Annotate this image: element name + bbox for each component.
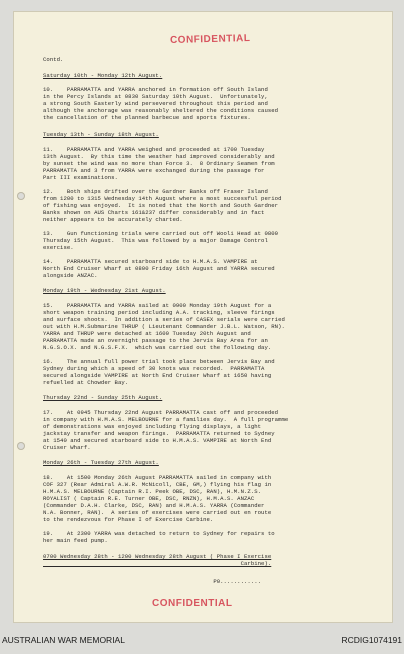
text-line: out with H.M.Submarine THRUP ( Lieutenant Commander J.B.L. Watson, RN). xyxy=(43,323,285,330)
text-line: 15. PARRAMATTA and YARRA sailed at 0900 Monday 19th August for a xyxy=(43,302,272,309)
text-line: although the anchorage was reasonably sheltered the conditions caused xyxy=(43,107,279,114)
text-line: Sydney during which a speed of 30 knots was recorded. PARRAMATTA xyxy=(43,365,265,372)
section-heading: 0700 Wednesday 28th - 1200 Wednesday 28th August ( Phase I Exercise xyxy=(43,553,272,560)
text-line: 13th August. By this time the weather had improved considerably and xyxy=(43,153,275,160)
text-line: YARRA and THRUP were detached at 1600 Tuesday 20th August and xyxy=(43,330,251,337)
section-heading: Monday 19th - Wednesday 21st August. xyxy=(43,287,166,294)
text-line: alongside ANZAC. xyxy=(43,272,98,279)
text-line: 11. PARRAMATTA and YARRA weighed and proceeded at 1700 Tuesday xyxy=(43,146,265,153)
section-heading: Carbine). xyxy=(43,560,272,567)
text-line: Contd. xyxy=(43,56,64,63)
text-line: 12. Both ships drifted over the Gardner Banks off Fraser Island xyxy=(43,188,268,195)
text-line: the cancellation of the planned barbecue and sports fixtures. xyxy=(43,114,251,121)
text-line: N.G.S.O.X. and N.G.S.F.X. which was carried out the following day. xyxy=(43,344,272,351)
text-line: Thursday 15th August. This was followed by a major Damage Control xyxy=(43,237,268,244)
text-line: in the Percy Islands at 0830 Saturday 10th August. Unfortunately, xyxy=(43,93,268,100)
text-line: 13. Gun functioning trials were carried out off Wooli Head at 0800 xyxy=(43,230,279,237)
text-line: North End Cruiser Wharf at 0800 Friday 16th August and YARRA secured xyxy=(43,265,275,272)
text-line: exercise. xyxy=(43,244,74,251)
text-line: refuelled at Chowder Bay. xyxy=(43,379,129,386)
section-heading: Tuesday 13th - Sunday 18th August. xyxy=(43,131,159,138)
archive-name: AUSTRALIAN WAR MEMORIAL xyxy=(2,635,125,645)
section-heading: Thursday 22nd - Sunday 25th August. xyxy=(43,394,163,401)
text-line: Part III examinations. xyxy=(43,174,118,181)
section-heading: Saturday 10th - Monday 12th August. xyxy=(43,72,163,79)
text-line: H.M.A.S. MELBOURNE (Captain R.I. Peek OBE, DSC, RAN), H.M.N.Z.S. xyxy=(43,488,262,495)
text-line: Cruiser Wharf. xyxy=(43,444,91,451)
text-line: short weapon training period including A.A. tracking, sleeve firings xyxy=(43,309,275,316)
text-line: of demonstrations was enjoyed including flying displays, a light xyxy=(43,423,262,430)
text-line: 10. PARRAMATTA and YARRA anchored in formation off South Island xyxy=(43,86,268,93)
text-line: neither appears to be accurately charted. xyxy=(43,216,183,223)
text-line: secured alongside VAMPIRE at North End Cruiser Wharf at 1650 having xyxy=(43,372,272,379)
text-line: PARRAMATTA and 3 from YARRA were exchanged during the passage for xyxy=(43,167,265,174)
text-line: N.A. Bonner, RAN). A series of exercises were carried out en route xyxy=(43,509,272,516)
text-line: ROYALIST ( Captain R.E. Turner OBE, DSC, RNZN), H.M.A.S. ANZAC xyxy=(43,495,255,502)
text-line: Banks shown on AUS Charts 161&237 differ considerably and in fact xyxy=(43,209,265,216)
confidential-stamp-bottom: CONFIDENTIAL xyxy=(152,598,233,609)
text-line: 17. At 0945 Thursday 22nd August PARRAMATTA cast off and proceeded xyxy=(43,409,279,416)
text-line: 18. At 1500 Monday 26th August PARRAMATTA sailed in company with xyxy=(43,474,272,481)
text-line: 19. At 2300 YARRA was detached to return to Sydney for repairs to xyxy=(43,530,275,537)
text-line: of fishing was enjoyed. It is noted that the North and South Gardner xyxy=(43,202,279,209)
text-line: PARRAMATTA made an overnight passage to the Jervis Bay Area for an xyxy=(43,337,268,344)
text-line: from 1200 to 1315 Wednesday 14th August where a most successful period xyxy=(43,195,282,202)
record-id: RCDIG1074191 xyxy=(341,635,402,645)
text-line: (Commander D.A.H. Clarke, DSC, RAN) and H.M.A.S. YARRA (Commander xyxy=(43,502,265,509)
text-line: by sunset the wind was no more than Force 3. 8 Ordinary Seamen from xyxy=(43,160,275,167)
punch-hole xyxy=(17,442,25,450)
text-line: in company with H.M.A.S. MELBOURNE for a families day. A full programme xyxy=(43,416,289,423)
text-line: to the rendezvous for Phase I of Exercise Carbine. xyxy=(43,516,214,523)
section-heading: Monday 26th - Tuesday 27th August. xyxy=(43,459,159,466)
text-line: her main feed pump. xyxy=(43,537,108,544)
text-line: a strong South Easterly wind persevered throughout this period and xyxy=(43,100,268,107)
text-line: P0............ xyxy=(43,578,262,585)
text-line: COF 327 (Rear Admiral A.W.R. McNicoll, CBE, GM,) flying his flag in xyxy=(43,481,272,488)
punch-hole xyxy=(17,192,25,200)
text-line: at 1540 and secured starboard side to H.M.A.S. VAMPIRE at North End xyxy=(43,437,272,444)
confidential-stamp-top: CONFIDENTIAL xyxy=(169,32,251,47)
text-line: and surface shoots. In addition a series of CASEX serials were carried xyxy=(43,316,285,323)
text-line: jackstay transfer and weapon firings. PARRAMATTA returned to Sydney xyxy=(43,430,275,437)
text-line: 14. PARRAMATTA secured starboard side to H.M.A.S. VAMPIRE at xyxy=(43,258,258,265)
text-line: 16. The annual full power trial took place between Jervis Bay and xyxy=(43,358,275,365)
